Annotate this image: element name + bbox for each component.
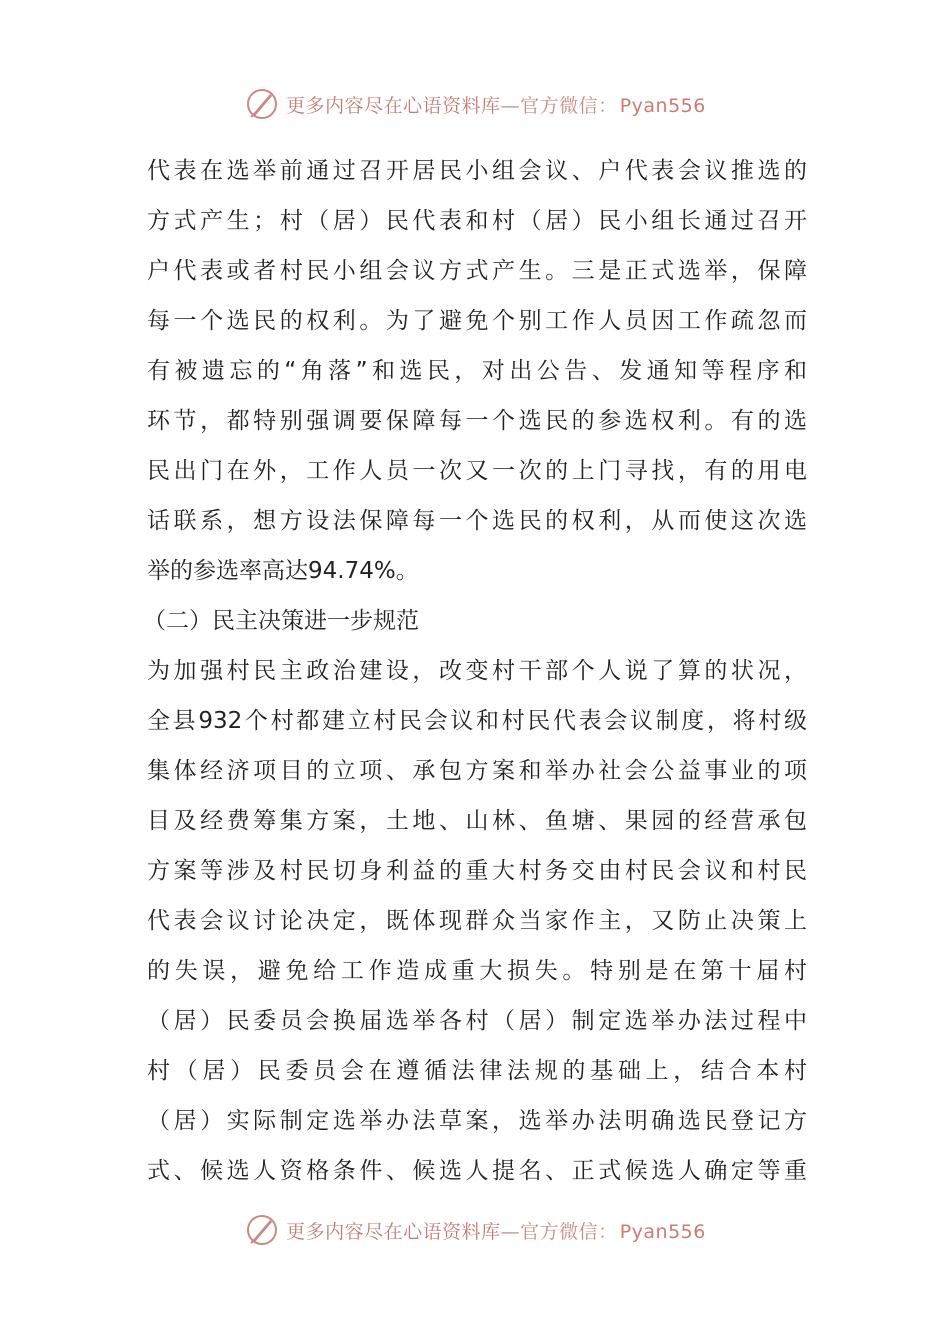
paragraph [147,146,807,596]
text-line: 方式产生；村（居）民代表和村（居）民小组长通过召开 [147,208,807,234]
text-line: 环节，都特别强调要保障每一个选民的参选权利。有的选 [147,408,807,434]
text-line: 的失误，避免给工作造成重大损失。特别是在第十届村 [147,958,807,984]
watermark-brand: 更多内容尽在心语资料库 [286,1220,501,1243]
paragraph [147,646,807,1196]
watermark-bottom [0,1210,950,1250]
text-line: 全县932个村都建立村民会议和村民代表会议制度，将村级 [147,708,807,734]
text-line: 户代表或者村民小组会议方式产生。三是正式选举，保障 [147,258,807,284]
text-line: 民出门在外，工作人员一次又一次的上门寻找，有的用电 [147,458,807,484]
text-line: （居）民委员会换届选举各村（居）制定选举办法过程中 [147,1008,807,1034]
section-heading: （二）民主决策进一步规范 [143,608,419,634]
watermark-separator: — [500,1220,521,1243]
watermark-brand: 更多内容尽在心语资料库 [286,94,501,117]
text-line: 目及经费筹集方案，土地、山林、鱼塘、果园的经营承包 [147,808,807,834]
text-line: 话联系，想方设法保障每一个选民的权利，从而使这次选 [147,508,807,534]
watermark-wechat-label: 官方微信： [520,94,618,117]
text-line: 代表会议讨论决定，既体现群众当家作主，又防止决策上 [147,908,807,934]
quill-pen-logo-icon [244,86,280,122]
watermark-text [286,91,706,118]
text-line: 为加强村民主政治建设，改变村干部个人说了算的状况， [147,658,807,684]
watermark-wechat-id: Pyan556 [619,1220,706,1243]
text-line: 代表在选举前通过召开居民小组会议、户代表会议推选的 [147,158,807,184]
watermark-top [0,84,950,124]
quill-pen-logo-icon [244,1212,280,1248]
text-line: 举的参选率高达94.74%。 [147,558,419,584]
watermark-text [286,1217,706,1244]
text-line: 有被遗忘的“角落”和选民，对出公告、发通知等程序和 [147,358,807,384]
text-line: （居）实际制定选举办法草案，选举办法明确选民登记方 [147,1108,807,1134]
text-line: 集体经济项目的立项、承包方案和举办社会公益事业的项 [147,758,807,784]
text-line: 式、候选人资格条件、候选人提名、正式候选人确定等重 [147,1158,807,1184]
text-line: 每一个选民的权利。为了避免个别工作人员因工作疏忽而 [147,308,807,334]
watermark-wechat-id: Pyan556 [619,94,706,117]
text-line: 村（居）民委员会在遵循法律法规的基础上，结合本村 [147,1058,807,1084]
watermark-wechat-label: 官方微信： [520,1220,618,1243]
text-line: 方案等涉及村民切身利益的重大村务交由村民会议和村民 [147,858,807,884]
document-body [143,146,807,1196]
watermark-separator: — [500,94,521,117]
